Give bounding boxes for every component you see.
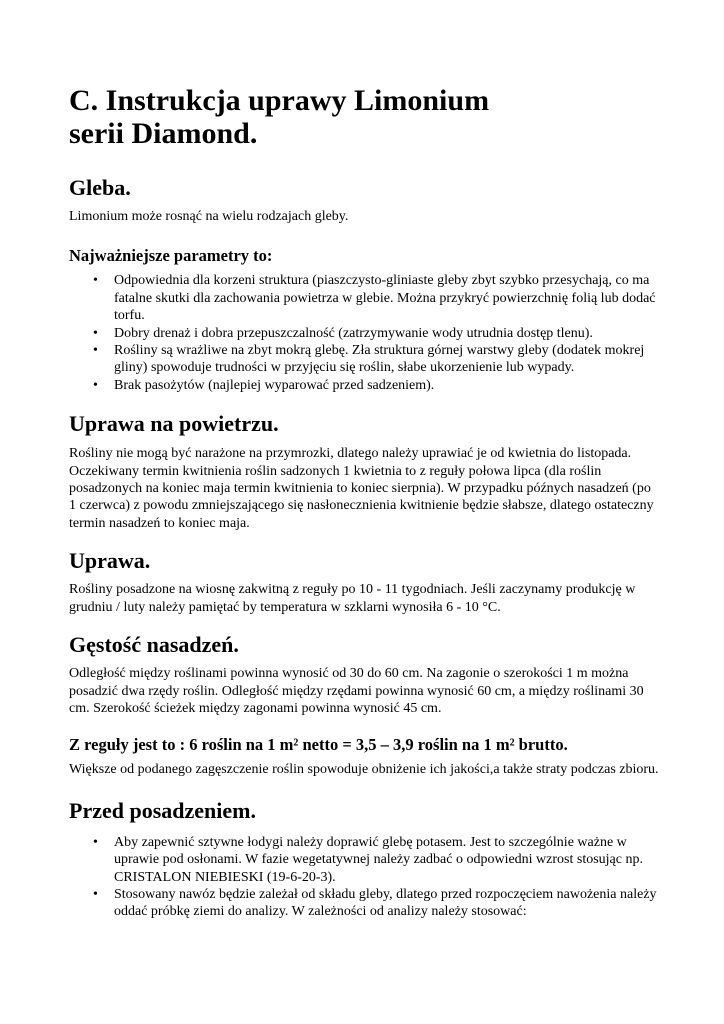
list-item: • Aby zapewnić sztywne łodygi należy doprawić glebę potasem. Jest to szczególnie ważne w uprawie pod osłonami. W fazie wegetatywnej należy zadbać o odpowiedni wzrost stosując np. CRISTALON NIEBIESKI (19-6-20-3).	[114, 834, 660, 886]
title-line-2: serii Diamond.	[69, 117, 258, 150]
section-heading-gestosc-nasadzen: Gęstość nasadzeń.	[69, 632, 239, 658]
section-heading-gleba: Gleba.	[69, 175, 131, 200]
section-heading-uprawa: Uprawa.	[69, 548, 151, 574]
list-przed-posadzeniem	[69, 834, 660, 921]
subheading-regula: Z reguły jest to : 6 roślin na 1 m² netto = 3,5 – 3,9 roślin na 1 m² brutto.	[69, 735, 568, 755]
list-item: • Odpowiednia dla korzeni struktura (piaszczysto-gliniaste gleby zbyt szybko przesychają, co ma fatalne skutki dla zachowania powietrza w glebie. Można przykryć powierzchnię folią lub dodać torfu.	[114, 272, 660, 324]
list-item: • Stosowany nawóz będzie zależał od składu gleby, dlatego przed rozpoczęciem nawożenia należy oddać próbkę ziemi do analizy. W zależności od analizy należy stosować:	[114, 886, 660, 921]
list-item: • Brak pasożytów (najlepiej wyparować przed sadzeniem).	[114, 377, 660, 394]
section-text-uprawa-na-powietrzu: Rośliny nie mogą być narażone na przymrozki, dlatego należy uprawiać je od kwietnia do listopada. Oczekiwany termin kwitnienia roślin sadzonych 1 kwietnia to z reguły połowa lipca (dla roślin posadzonych na koniec maja termin kwitnienia to koniec sierpnia). W przypadku późnych nasadzeń (po 1 czerwca) z powodu zmniejszającego się nasłonecznienia kwitnienie będzie słabsze, dlatego ostateczny termin nasadzeń to koniec maja.	[69, 446, 654, 531]
subheading-parametry: Najważniejsze parametry to:	[69, 246, 273, 266]
list-parametry	[69, 272, 660, 394]
section-text-uprawa: Rośliny posadzone na wiosnę zakwitną z reguły po 10 - 11 tygodniach. Jeśli zaczynamy produkcję w grudniu / luty należy pamiętać by temperatura w szklarni wynosiła 6 - 10 °C.	[69, 582, 636, 615]
list-item: • Dobry drenaż i dobra przepuszczalność (zatrzymywanie wody utrudnia dostęp tlenu).	[114, 325, 660, 342]
section-text-gestosc-nasadzen: Odległość między roślinami powinna wynosić od 30 do 60 cm. Na zagonie o szerokości 1 m można posadzić dwa rzędy roślin. Odległość między rzędami powinna wynosić 60 cm, a między roślinami 30 cm. Szerokość ścieżek między zagonami powinna wynosić 45 cm.	[69, 666, 644, 716]
section-heading-przed-posadzeniem: Przed posadzeniem.	[69, 797, 256, 823]
section-text-gleba: Limonium może rosnąć na wielu rodzajach gleby.	[69, 209, 349, 224]
list-item: • Rośliny są wrażliwe na zbyt mokrą glebę. Zła struktura górnej warstwy gleby (dodatek mokrej gliny) spowoduje trudności w przyjęciu się roślin, słabe ukorzenienie lub wypady.	[114, 342, 660, 377]
title-line-1: C. Instrukcja uprawy Limonium	[69, 84, 490, 117]
section-heading-uprawa-na-powietrzu: Uprawa na powietrzu.	[69, 411, 279, 437]
document-title	[69, 0, 660, 150]
section-text-regula: Większe od podanego zagęszczenie roślin spowoduje obniżenie ich jakości,a także straty podczas zbioru.	[69, 762, 659, 778]
